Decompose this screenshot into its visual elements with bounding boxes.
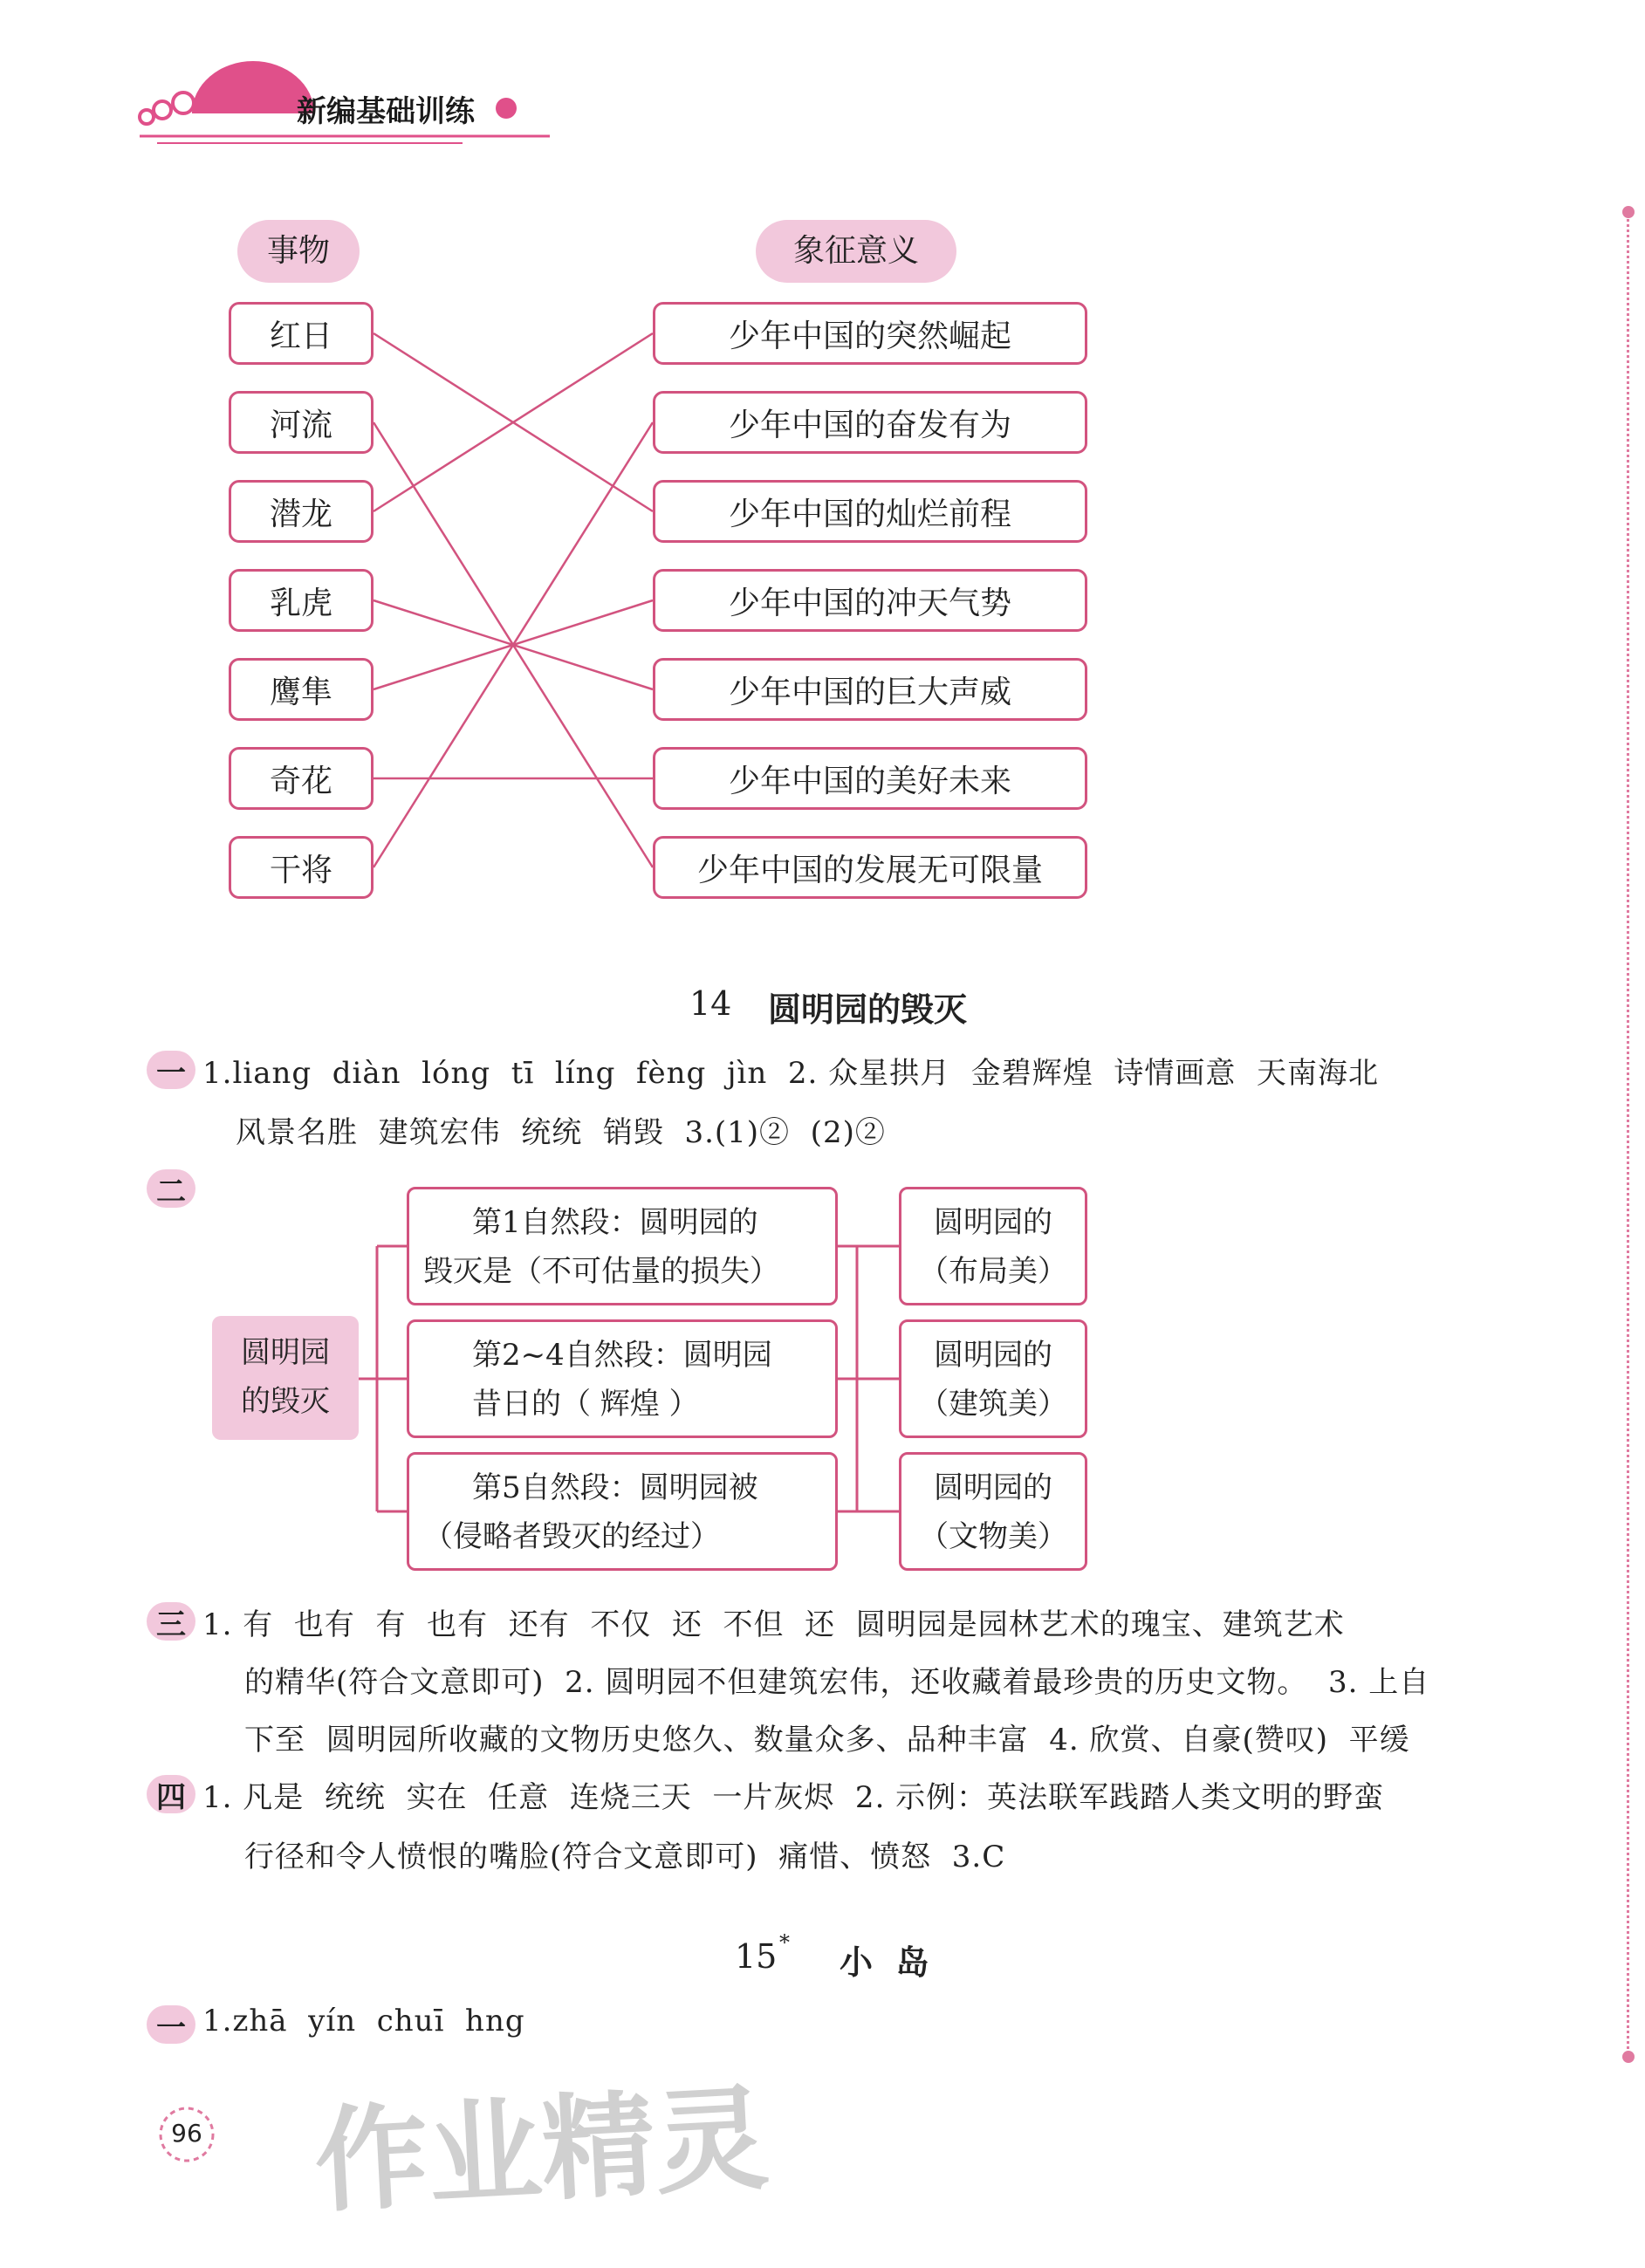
sec4-line-2: 行径和令人愤恨的嘴脸(符合文意即可) 痛惜、愤怒 3.C [244,1840,1006,1874]
right-2-line-2: （建筑美） [919,1387,1067,1422]
section-4-label: 四 [147,1775,195,1813]
right-item: 少年中国的美好未来 [653,747,1087,810]
left-item: 乳虎 [229,569,374,632]
lesson-14-title: 圆明园的毁灭 [768,990,968,1029]
left-item: 干将 [229,836,374,899]
left-item: 鹰隼 [229,658,374,721]
diagram-mid-box-3 [407,1452,838,1571]
lesson-15-number: 15 [735,1937,778,1976]
diagram-right-box-2 [899,1319,1087,1438]
sec1-line-1: 1.liang diàn lóng tī líng fèng jìn 2. 众星拱月 金碧辉煌 诗情画意 天南海北 [202,1056,1379,1091]
diagram-center [212,1316,359,1440]
sec3-line-1: 1. 有 也有 有 也有 还有 不仅 还 不但 还 圆明园是园林艺术的瑰宝、建筑艺术 [202,1607,1345,1642]
section-3-label: 三 [147,1602,195,1641]
mid-2-line-2: 昔日的（ 辉煌 ） [472,1387,699,1422]
right-2-line-1: 圆明园的 [934,1338,1052,1373]
mid-1-line-1: 第1自然段：圆明园的 [472,1205,758,1240]
left-item: 红日 [229,302,374,365]
right-item: 少年中国的冲天气势 [653,569,1087,632]
lesson-15-section-1-label: 一 [147,2005,195,2044]
left-heading: 事物 [237,220,360,283]
rail-dot-bottom [1622,2051,1635,2063]
left-item: 河流 [229,391,374,454]
lesson-15-star: * [779,1930,790,1955]
lesson-14-number: 14 [689,984,732,1023]
mid-2-line-1: 第2~4自然段：圆明园 [472,1338,772,1373]
diagram-mid-box-1 [407,1187,838,1305]
right-heading: 象征意义 [756,220,956,283]
page-number: 96 [171,2119,202,2148]
lesson-15-sec1-line-1: 1.zhā yín chuī hng [202,2004,525,2038]
watermark: 作业精灵 [311,2072,772,2229]
diagram-mid-box-2 [407,1319,838,1438]
diagram-center-line-2: 的毁灭 [241,1384,330,1419]
right-3-line-1: 圆明园的 [934,1470,1052,1505]
right-1-line-1: 圆明园的 [934,1205,1052,1240]
right-item: 少年中国的灿烂前程 [653,480,1087,543]
section-2-label: 二 [147,1169,195,1208]
mid-3-line-2: （侵略者毁灭的经过） [423,1519,720,1554]
left-item: 奇花 [229,747,374,810]
mid-3-line-1: 第5自然段：圆明园被 [472,1470,758,1505]
left-item: 潜龙 [229,480,374,543]
right-item: 少年中国的奋发有为 [653,391,1087,454]
right-item: 少年中国的巨大声威 [653,658,1087,721]
right-item: 少年中国的突然崛起 [653,302,1087,365]
sec3-line-3: 下至 圆明园所收藏的文物历史悠久、数量众多、品种丰富 4. 欣赏、自豪(赞叹) 平缓 [244,1723,1410,1758]
diagram-center-line-1: 圆明园 [241,1335,330,1370]
sec4-line-1: 1. 凡是 统统 实在 任意 连烧三天 一片灰烬 2. 示例：英法联军践踏人类文明的野蛮 [202,1780,1385,1815]
series-title: 新编基础训练 [297,94,475,129]
right-3-line-2: （文物美） [919,1519,1067,1554]
lesson-15-title: 小 岛 [840,1943,929,1982]
page-number-badge [155,2103,218,2166]
diagram-right-box-1 [899,1187,1087,1305]
diagram-right-box-3 [899,1452,1087,1571]
sec3-line-2: 的精华(符合文意即可) 2. 圆明园不但建筑宏伟，还收藏着最珍贵的历史文物。 3. 上自 [244,1665,1430,1700]
right-1-line-2: （布局美） [919,1254,1067,1289]
sec1-line-2: 风景名胜 建筑宏伟 统统 销毁 3.(1)② (2)② [236,1115,886,1150]
section-1-label: 一 [147,1051,195,1089]
right-item: 少年中国的发展无可限量 [653,836,1087,899]
mid-1-line-2: 毁灭是（不可估量的损失） [423,1254,779,1289]
